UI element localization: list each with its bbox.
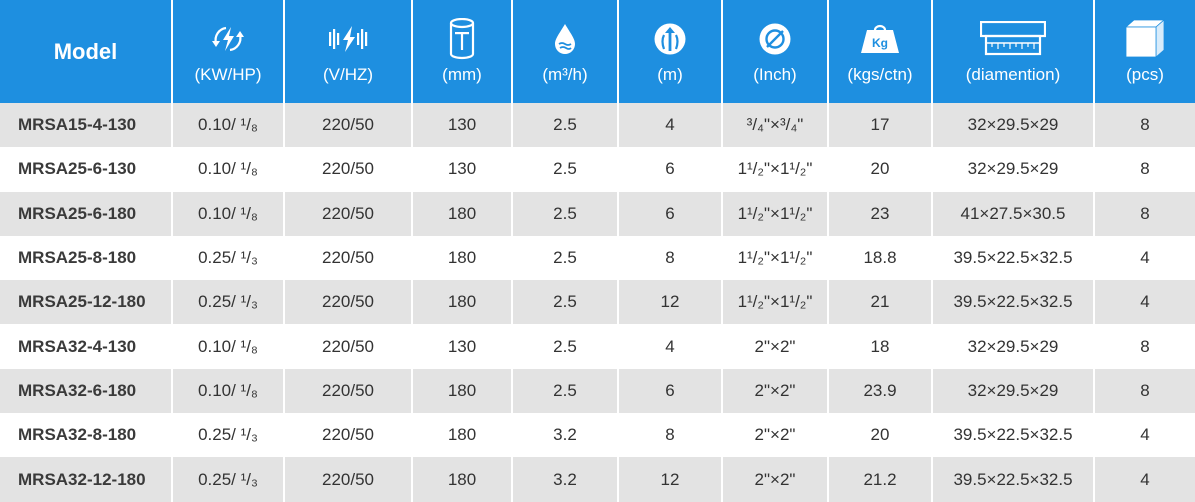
header-row bbox=[0, 0, 1195, 103]
cell-quantity: 4 bbox=[1094, 457, 1195, 501]
cell-outlet: 1¹/₂"×1¹/₂" bbox=[722, 192, 828, 236]
cell-weight: 21.2 bbox=[828, 457, 932, 501]
cell-outlet: 2"×2" bbox=[722, 324, 828, 368]
table-row bbox=[0, 369, 1195, 413]
cell-weight: 23 bbox=[828, 192, 932, 236]
cell-flow: 3.2 bbox=[512, 457, 618, 501]
table-row bbox=[0, 324, 1195, 368]
cell-model: MRSA32-6-180 bbox=[0, 369, 172, 413]
table-row bbox=[0, 280, 1195, 324]
header-outlet bbox=[722, 0, 828, 103]
header-head bbox=[618, 0, 722, 103]
cell-model: MRSA25-12-180 bbox=[0, 280, 172, 324]
header-size-unit: (mm) bbox=[442, 64, 482, 84]
cell-weight: 18 bbox=[828, 324, 932, 368]
cell-voltage: 220/50 bbox=[284, 369, 412, 413]
cell-flow: 2.5 bbox=[512, 192, 618, 236]
cell-voltage: 220/50 bbox=[284, 147, 412, 191]
header-flow-unit: (m³/h) bbox=[542, 64, 588, 84]
diameter-icon bbox=[758, 19, 792, 59]
cell-power: 0.10/ ¹/₈ bbox=[172, 324, 284, 368]
cell-power: 0.25/ ¹/₃ bbox=[172, 236, 284, 280]
cell-dimension: 32×29.5×29 bbox=[932, 147, 1094, 191]
cell-quantity: 8 bbox=[1094, 103, 1195, 147]
cell-voltage: 220/50 bbox=[284, 236, 412, 280]
header-head-unit: (m) bbox=[657, 64, 683, 84]
cell-weight: 23.9 bbox=[828, 369, 932, 413]
header-quantity bbox=[1094, 0, 1195, 103]
cell-voltage: 220/50 bbox=[284, 457, 412, 501]
header-power-unit: (KW/HP) bbox=[194, 64, 262, 84]
cell-dimension: 39.5×22.5×32.5 bbox=[932, 280, 1094, 324]
cell-outlet: 1¹/₂"×1¹/₂" bbox=[722, 147, 828, 191]
cell-outlet: 2"×2" bbox=[722, 413, 828, 457]
cell-power: 0.25/ ¹/₃ bbox=[172, 457, 284, 501]
header-weight bbox=[828, 0, 932, 103]
cell-head: 6 bbox=[618, 192, 722, 236]
cell-size: 130 bbox=[412, 147, 512, 191]
cell-voltage: 220/50 bbox=[284, 413, 412, 457]
cell-head: 4 bbox=[618, 324, 722, 368]
header-outlet-unit: (Inch) bbox=[753, 64, 797, 84]
cell-model: MRSA25-8-180 bbox=[0, 236, 172, 280]
head-lift-icon bbox=[653, 19, 687, 59]
header-dimension bbox=[932, 0, 1094, 103]
cell-flow: 2.5 bbox=[512, 236, 618, 280]
cell-outlet: 2"×2" bbox=[722, 457, 828, 501]
cell-size: 180 bbox=[412, 280, 512, 324]
table-row bbox=[0, 413, 1195, 457]
cell-quantity: 4 bbox=[1094, 413, 1195, 457]
header-power bbox=[172, 0, 284, 103]
table-body bbox=[0, 103, 1195, 502]
cell-model: MRSA32-4-130 bbox=[0, 324, 172, 368]
cell-dimension: 39.5×22.5×32.5 bbox=[932, 413, 1094, 457]
cell-voltage: 220/50 bbox=[284, 103, 412, 147]
table-row bbox=[0, 192, 1195, 236]
cell-head: 12 bbox=[618, 457, 722, 501]
header-dimension-unit: (diamention) bbox=[965, 64, 1061, 84]
voltage-icon bbox=[328, 19, 368, 59]
header-voltage bbox=[284, 0, 412, 103]
cell-voltage: 220/50 bbox=[284, 324, 412, 368]
cell-dimension: 39.5×22.5×32.5 bbox=[932, 457, 1094, 501]
cell-outlet: 2"×2" bbox=[722, 369, 828, 413]
cell-flow: 2.5 bbox=[512, 147, 618, 191]
cell-head: 4 bbox=[618, 103, 722, 147]
cell-quantity: 4 bbox=[1094, 280, 1195, 324]
cell-voltage: 220/50 bbox=[284, 280, 412, 324]
cell-quantity: 8 bbox=[1094, 324, 1195, 368]
cell-size: 130 bbox=[412, 324, 512, 368]
cell-outlet: 1¹/₂"×1¹/₂" bbox=[722, 280, 828, 324]
cell-size: 180 bbox=[412, 236, 512, 280]
cell-size: 130 bbox=[412, 103, 512, 147]
cell-quantity: 8 bbox=[1094, 147, 1195, 191]
cell-weight: 20 bbox=[828, 147, 932, 191]
cell-weight: 18.8 bbox=[828, 236, 932, 280]
header-model-label: Model bbox=[53, 38, 118, 64]
cell-model: MRSA32-12-180 bbox=[0, 457, 172, 501]
cell-power: 0.10/ ¹/₈ bbox=[172, 192, 284, 236]
cell-model: MRSA15-4-130 bbox=[0, 103, 172, 147]
table-row bbox=[0, 103, 1195, 147]
table-row bbox=[0, 236, 1195, 280]
cell-quantity: 8 bbox=[1094, 192, 1195, 236]
cell-weight: 17 bbox=[828, 103, 932, 147]
cell-dimension: 32×29.5×29 bbox=[932, 369, 1094, 413]
cell-dimension: 39.5×22.5×32.5 bbox=[932, 236, 1094, 280]
weight-icon bbox=[860, 19, 900, 59]
pump-body-icon bbox=[449, 19, 475, 59]
header-flow bbox=[512, 0, 618, 103]
cell-head: 8 bbox=[618, 413, 722, 457]
cell-outlet: 1¹/₂"×1¹/₂" bbox=[722, 236, 828, 280]
cell-flow: 2.5 bbox=[512, 280, 618, 324]
cell-size: 180 bbox=[412, 192, 512, 236]
cell-quantity: 4 bbox=[1094, 236, 1195, 280]
cell-flow: 2.5 bbox=[512, 103, 618, 147]
cell-size: 180 bbox=[412, 413, 512, 457]
cell-power: 0.10/ ¹/₈ bbox=[172, 369, 284, 413]
cell-power: 0.10/ ¹/₈ bbox=[172, 103, 284, 147]
cell-outlet: ³/₄"×³/₄" bbox=[722, 103, 828, 147]
cell-model: MRSA25-6-130 bbox=[0, 147, 172, 191]
carton-box-icon bbox=[1124, 19, 1166, 59]
header-weight-unit: (kgs/ctn) bbox=[847, 64, 913, 84]
cell-weight: 20 bbox=[828, 413, 932, 457]
cell-model: MRSA32-8-180 bbox=[0, 413, 172, 457]
header-quantity-unit: (pcs) bbox=[1126, 64, 1164, 84]
cell-flow: 2.5 bbox=[512, 324, 618, 368]
cell-size: 180 bbox=[412, 369, 512, 413]
header-model bbox=[0, 0, 172, 103]
cell-power: 0.10/ ¹/₈ bbox=[172, 147, 284, 191]
cell-dimension: 32×29.5×29 bbox=[932, 103, 1094, 147]
cell-power: 0.25/ ¹/₃ bbox=[172, 413, 284, 457]
cell-power: 0.25/ ¹/₃ bbox=[172, 280, 284, 324]
header-size bbox=[412, 0, 512, 103]
cell-size: 180 bbox=[412, 457, 512, 501]
cell-quantity: 8 bbox=[1094, 369, 1195, 413]
cell-model: MRSA25-6-180 bbox=[0, 192, 172, 236]
cell-head: 6 bbox=[618, 147, 722, 191]
svg-text:Kg: Kg bbox=[872, 35, 888, 50]
header-voltage-unit: (V/HZ) bbox=[322, 64, 374, 84]
cell-head: 12 bbox=[618, 280, 722, 324]
ruler-icon bbox=[980, 19, 1046, 59]
cell-dimension: 32×29.5×29 bbox=[932, 324, 1094, 368]
table-row bbox=[0, 457, 1195, 501]
water-drop-icon bbox=[553, 19, 577, 59]
cell-dimension: 41×27.5×30.5 bbox=[932, 192, 1094, 236]
cell-flow: 2.5 bbox=[512, 369, 618, 413]
cell-head: 8 bbox=[618, 236, 722, 280]
cell-flow: 3.2 bbox=[512, 413, 618, 457]
table-row bbox=[0, 147, 1195, 191]
cell-weight: 21 bbox=[828, 280, 932, 324]
cell-head: 6 bbox=[618, 369, 722, 413]
cell-voltage: 220/50 bbox=[284, 192, 412, 236]
power-rotation-icon bbox=[208, 19, 248, 59]
